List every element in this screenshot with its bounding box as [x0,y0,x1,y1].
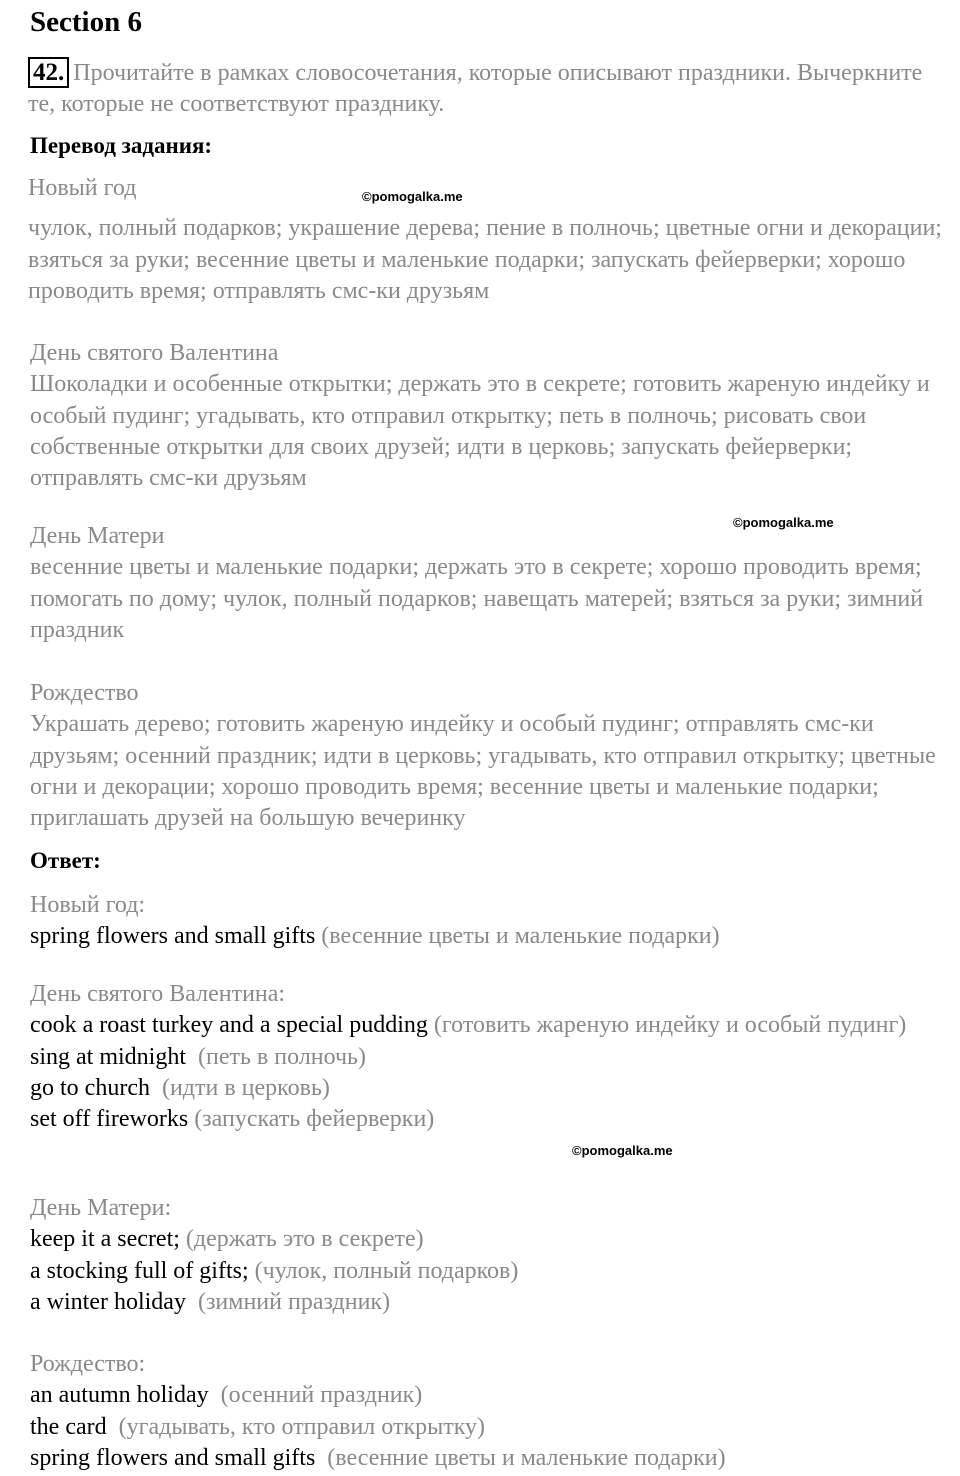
translation-heading: Перевод задания: [30,133,213,158]
translation-block-text: Шоколадки и особенные открытки; держать это в секрете; готовить жареную индейку и особый пудинг; угадывать, кто отправил открытку; петь в полночь; рисовать свои собственные открытки для своих друзей; идти в церковь; запускать фейерверки; отправлять смс-ки друзьям [30,371,930,492]
answer-item-en: set off fireworks [30,1106,189,1133]
task-number: 42. [28,57,69,88]
watermark: ©pomogalka.me [572,1143,673,1158]
answer-item-ru: (петь в полночь) [198,1043,366,1070]
answer-item-en: spring flowers and small gifts [30,1444,316,1471]
translation-block-text: весенние цветы и маленькие подарки; держать это в секрете; хорошо проводить время; помогать по дому; чулок, полный подарков; навещать матерей; взяться за руки; зимний праздник [30,554,924,643]
answer-item-ru: (держать это в секрете) [185,1226,424,1253]
answer-item-ru: (идти в церковь) [161,1074,330,1101]
answer-item-en: a winter holiday [30,1288,186,1315]
translation-block-text: чулок, полный подарков; украшение дерева; пение в полночь; цветные огни и декорации; взяться за руки; весенние цветы и маленькие подарки; запускать фейерверки; хорошо проводить время; отправлять смс-ки друзьям [28,215,942,304]
answer-heading: Ответ: [30,848,101,873]
answer-item [30,1010,945,1041]
answer-item [30,1073,945,1104]
task-statement [28,57,938,120]
watermark: ©pomogalka.me [362,189,463,204]
answer-block-mothers-day [30,1193,945,1318]
answer-item-ru: (запускать фейерверки) [194,1106,435,1133]
answer-block-title: День Матери: [30,1195,172,1221]
translation-block-title: Новый год [28,175,137,201]
answer-item-ru: (угадывать, кто отправил открытку) [118,1413,486,1440]
answer-item-en: sing at midnight [30,1043,186,1070]
answer-item [30,1412,945,1443]
answer-item-ru: (готовить жареную индейку и особый пудинг) [433,1012,907,1039]
answer-item-ru: (зимний праздник) [197,1288,391,1315]
translation-block-title: День святого Валентина [30,340,279,366]
answer-item [30,1042,945,1073]
answer-item-ru: (весенние цветы и маленькие подарки) [321,923,720,950]
answer-block-new-year [30,890,945,953]
watermark: ©pomogalka.me [733,515,834,530]
answer-item-ru: (осенний праздник) [220,1382,423,1409]
answer-item [30,1380,945,1411]
answer-item-en: keep it a secret; [30,1226,180,1253]
answer-item-ru: (чулок, полный подарков) [254,1257,519,1284]
answer-item-en: an autumn holiday [30,1382,209,1409]
answer-item-en: cook a roast turkey and a special pudding [30,1012,428,1039]
answer-item-en: go to church [30,1074,150,1101]
answer-item-en: the card [30,1413,107,1440]
answer-block-christmas [30,1349,945,1474]
translation-block-christmas [30,678,945,834]
answer-block-title: День святого Валентина: [30,981,286,1007]
answer-item [30,1104,945,1135]
section-title: Section 6 [30,6,142,38]
translation-block-title: Рождество [30,680,139,706]
answer-block-title: Новый год: [30,892,146,918]
answer-item [30,1443,945,1474]
translation-block-valentine [30,338,945,494]
answer-item [30,1256,945,1287]
answer-item-en: spring flowers and small gifts [30,923,316,950]
translation-block-title: День Матери [30,523,165,549]
translation-block-text: Украшать дерево; готовить жареную индейку и особый пудинг; отправлять смс-ки друзьям; осенний праздник; идти в церковь; угадывать, кто отправил открытку; цветные огни и декорации; хорошо проводить время; весенние цветы и маленькие подарки; приглашать друзей на большую вечеринку [30,711,936,832]
translation-block-new-year [28,173,943,307]
answer-block-valentine [30,979,945,1135]
answer-item-en: a stocking full of gifts; [30,1257,249,1284]
task-text: Прочитайте в рамках словосочетания, которые описывают праздники. Вычеркните те, которые не соответствуют празднику. [28,60,923,117]
answer-item [30,921,945,952]
answer-block-title: Рождество: [30,1351,146,1377]
answer-item [30,1287,945,1318]
answer-item [30,1224,945,1255]
translation-block-mothers-day [30,521,945,646]
answer-item-ru: (весенние цветы и маленькие подарки) [327,1444,726,1471]
